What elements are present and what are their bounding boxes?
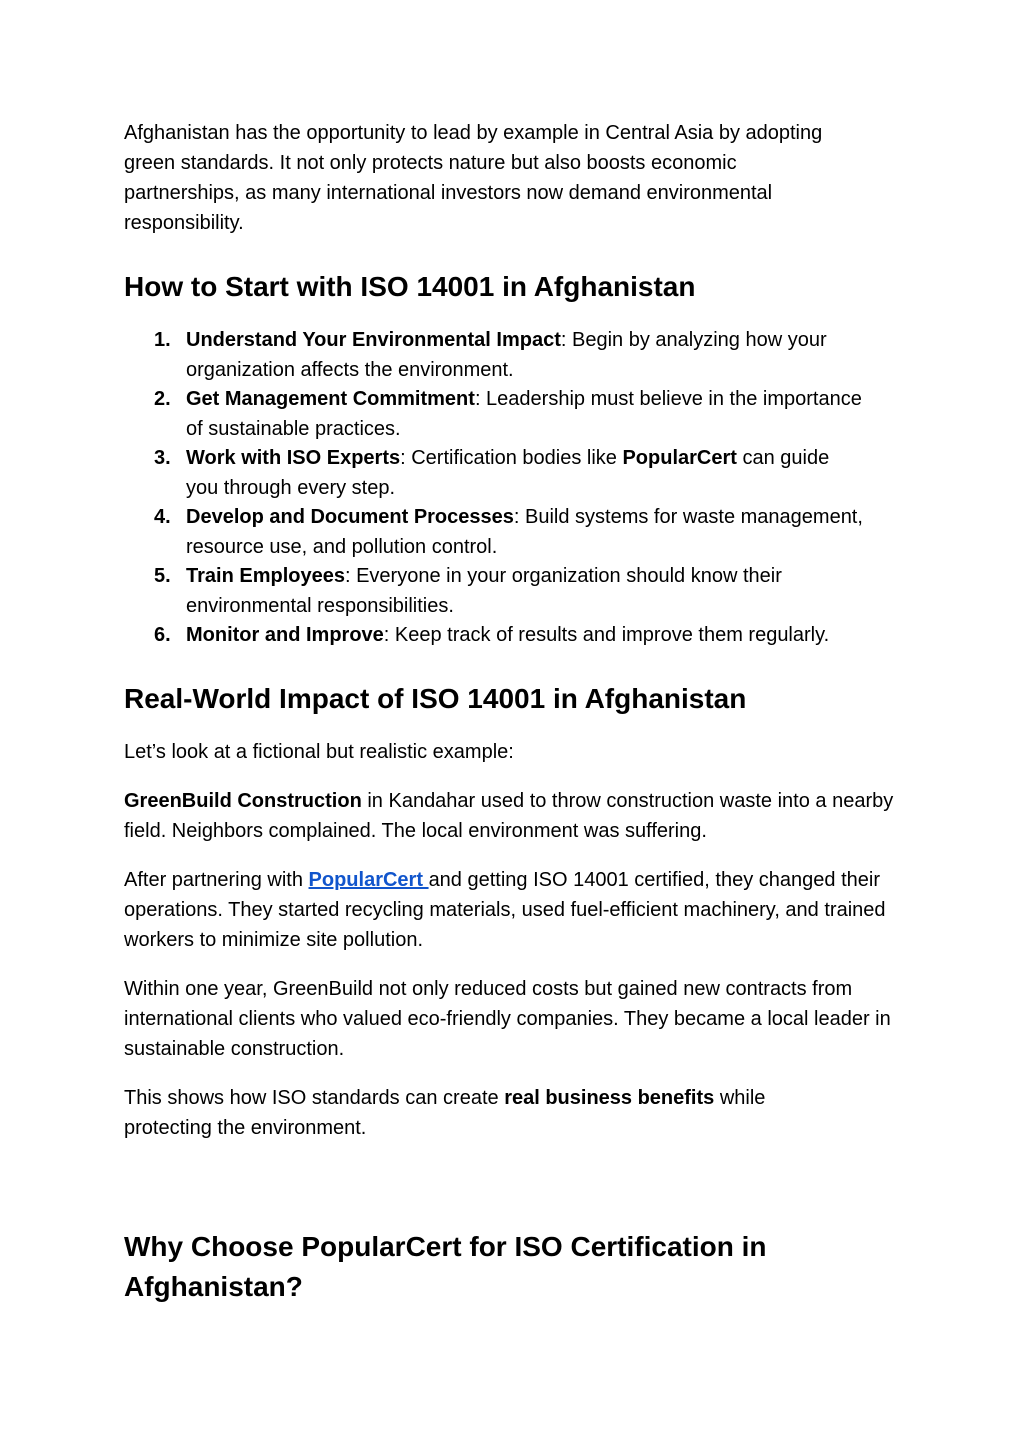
bold-phrase: real business benefits [504,1086,715,1109]
paragraph-text: This shows how ISO standards can create [124,1086,505,1109]
list-item [124,326,864,385]
paragraph-text: and getting ISO 14001 certified, they changed their operations. They started recycling materials, used fuel-efficient machinery, and trained workers to minimize site pollution. [124,868,886,951]
step-bold-brand: PopularCert [622,447,737,469]
step-text: : Leadership must believe in the importance of sustainable practices. [186,388,862,440]
list-item [124,503,864,562]
company-name: GreenBuild Construction [124,789,362,812]
list-number: 1. [154,329,171,351]
step-text: can guide you through every step. [186,447,830,499]
intro-paragraph: Afghanistan has the opportunity to lead by example in Central Asia by adopting green standards. It not only protects nature but also boosts economic partnerships, as many international investors now demand environmental responsibility. [124,122,823,234]
paragraph-text: After partnering with [124,868,309,891]
step-title: Train Employees [186,565,345,587]
step-text: : Build systems for waste management, resource use, and pollution control. [186,506,863,558]
list-number: 2. [154,388,171,410]
step-title: Develop and Document Processes [186,506,514,528]
section-heading-how-to-start: How to Start with ISO 14001 in Afghanistan [124,271,696,302]
popularcert-link[interactable]: PopularCert [308,868,429,891]
list-item [124,444,864,503]
paragraph-text: while protecting the environment. [124,1086,766,1139]
section-heading-why-choose: Why Choose PopularCert for ISO Certification in Afghanistan? [124,1230,767,1302]
list-number: 3. [154,447,171,469]
outcome-paragraph: Within one year, GreenBuild not only reduced costs but gained new contracts from international clients who valued eco-friendly companies. They became a local leader in sustainable construction. [124,977,891,1060]
conclusion-paragraph [124,1083,854,1143]
step-text: : Everyone in your organization should know their environmental responsibilities. [186,565,782,617]
step-text: : Certification bodies like [400,447,623,469]
step-title: Get Management Commitment [186,388,475,410]
greenbuild-paragraph [124,786,894,846]
step-title: Monitor and Improve [186,624,384,646]
document-page [124,118,904,1307]
list-number: 5. [154,565,171,587]
paragraph-text: in Kandahar used to throw construction waste into a nearby field. Neighbors complained. The local environment was suffering. [124,789,894,842]
steps-list [124,326,864,651]
partnering-paragraph [124,865,894,955]
example-intro-paragraph: Let’s look at a fictional but realistic example: [124,740,514,763]
section-heading-real-world-impact: Real-World Impact of ISO 14001 in Afghanistan [124,682,747,714]
list-number: 6. [154,624,171,646]
list-item [124,621,864,651]
list-item [124,562,864,621]
list-item [124,385,864,444]
step-text: : Keep track of results and improve them regularly. [383,624,830,646]
step-text: : Begin by analyzing how your organization affects the environment. [186,329,827,381]
list-number: 4. [154,506,171,528]
step-title: Understand Your Environmental Impact [186,329,561,351]
step-title: Work with ISO Experts [186,447,401,469]
